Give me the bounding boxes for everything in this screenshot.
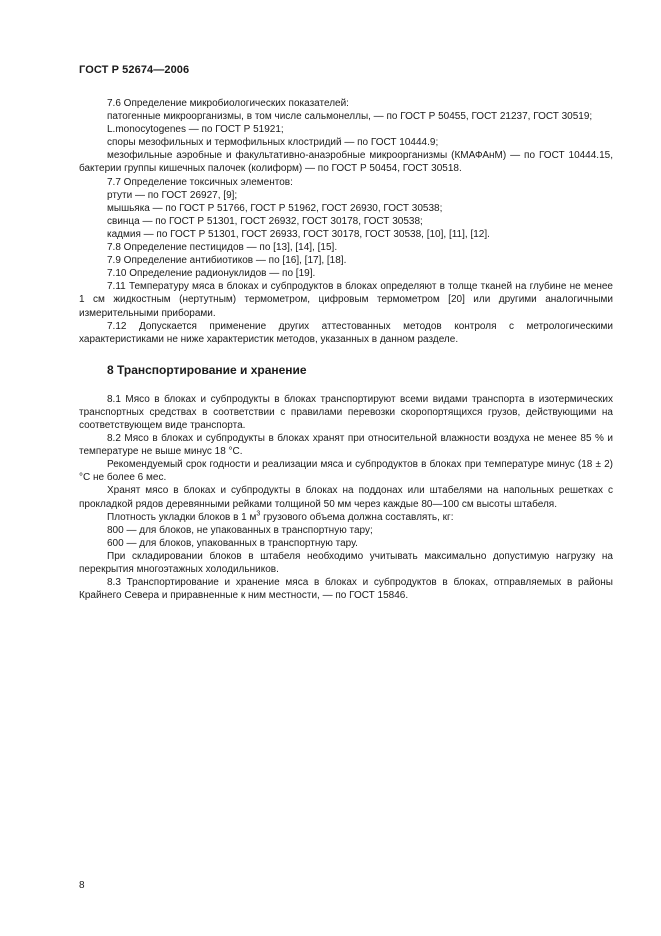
clause-7-9: 7.9 Определение антибиотиков — по [16], [17], [18]. [107, 255, 347, 267]
list-item: 600 — для блоков, упакованных в транспортную тару. [107, 537, 358, 549]
load-paragraph: При складировании блоков в штабеля необходимо учитывать максимально допустимую нагрузку на перекрытия многоэтажных холодильников. [79, 550, 613, 575]
list-item: кадмия — по ГОСТ Р 51301, ГОСТ 26933, ГОСТ 30178, ГОСТ 30538, [10], [11], [12]. [107, 228, 490, 240]
list-item: споры мезофильных и термофильных клостридий — по ГОСТ 10444.9; [107, 137, 439, 149]
list-item: патогенные микроорганизмы, в том числе сальмонеллы, — по ГОСТ Р 50455, ГОСТ 21237, ГОСТ 30519; [107, 111, 593, 123]
clause-8-1: 8.1 Мясо в блоках и субпродукты в блоках транспортируют всеми видами транспорта в изотермических транспортных средствах в соответствии с правилами перевозки скоропортящихся грузов, действующими на соответствующем виде транспорта. [79, 393, 613, 431]
storage-paragraph: Хранят мясо в блоках и субпродукты в блоках на поддонах или штабелями на напольных решетках с прокладкой рядов деревянными рейками толщиной 50 мм через каждые 80—100 см высоты штабеля. [79, 485, 613, 510]
clause-7-10: 7.10 Определение радионуклидов — по [19]. [107, 268, 316, 280]
list-item: свинца — по ГОСТ Р 51301, ГОСТ 26932, ГОСТ 30178, ГОСТ 30538; [107, 215, 423, 227]
page-number: 8 [79, 880, 85, 891]
clause-7-8: 7.8 Определение пестицидов — по [13], [14], [15]. [107, 242, 338, 254]
list-item: мезофильные аэробные и факультативно-анаэробные микроорганизмы (КМАФАнМ) — по ГОСТ 10444.15, бактерии группы кишечных палочек (колиформ) — по ГОСТ Р 50454, ГОСТ 30518. [79, 150, 613, 175]
density-superscript: 3 [256, 510, 261, 518]
list-item: мышьяка — по ГОСТ Р 51766, ГОСТ Р 51962, ГОСТ 26930, ГОСТ 30538; [107, 202, 443, 214]
section-heading-8: 8 Транспортирование и хранение [107, 362, 307, 377]
document-header: ГОСТ Р 52674—2006 [79, 64, 190, 76]
density-text: Плотность укладки блоков в 1 м [107, 511, 257, 523]
density-text-end: грузового объема должна составлять, кг: [260, 511, 454, 523]
clause-7-6: 7.6 Определение микробиологических показателей: [107, 98, 349, 109]
density-paragraph [79, 511, 613, 524]
clause-7-12: 7.12 Допускается применение других аттестованных методов контроля с метрологическими характеристиками не ниже характеристик методов, указанных в данном разделе. [79, 320, 613, 345]
clause-8-3: 8.3 Транспортирование и хранение мяса в блоках и субпродуктов в блоках, отправляемых в районы Крайнего Севера и приравненные к ним местности, — по ГОСТ 15846. [79, 577, 613, 602]
list-item: 800 — для блоков, не упакованных в транспортную тару; [107, 524, 373, 536]
document-body [79, 97, 613, 602]
clause-7-7: 7.7 Определение токсичных элементов: [107, 176, 293, 188]
list-item: ртути — по ГОСТ 26927, [9]; [107, 189, 238, 201]
clause-8-2: 8.2 Мясо в блоках и субпродукты в блоках хранят при относительной влажности воздуха не менее 85 % и температуре не выше минус 18 °С. [79, 433, 613, 458]
list-item: L.monocytogenes — по ГОСТ Р 51921; [107, 124, 284, 136]
clause-7-11: 7.11 Температуру мяса в блоках и субпродуктов в блоках определяют в толще тканей на глубине не менее 1 см жидкостным (нертутным) термометром, цифровым термометром [20] или другими аналогичными измерительными приборами. [79, 281, 613, 319]
shelf-life-paragraph: Рекомендуемый срок годности и реализации мяса и субпродуктов в блоках при температуре минус (18 ± 2) °С не более 6 мес. [79, 459, 613, 484]
